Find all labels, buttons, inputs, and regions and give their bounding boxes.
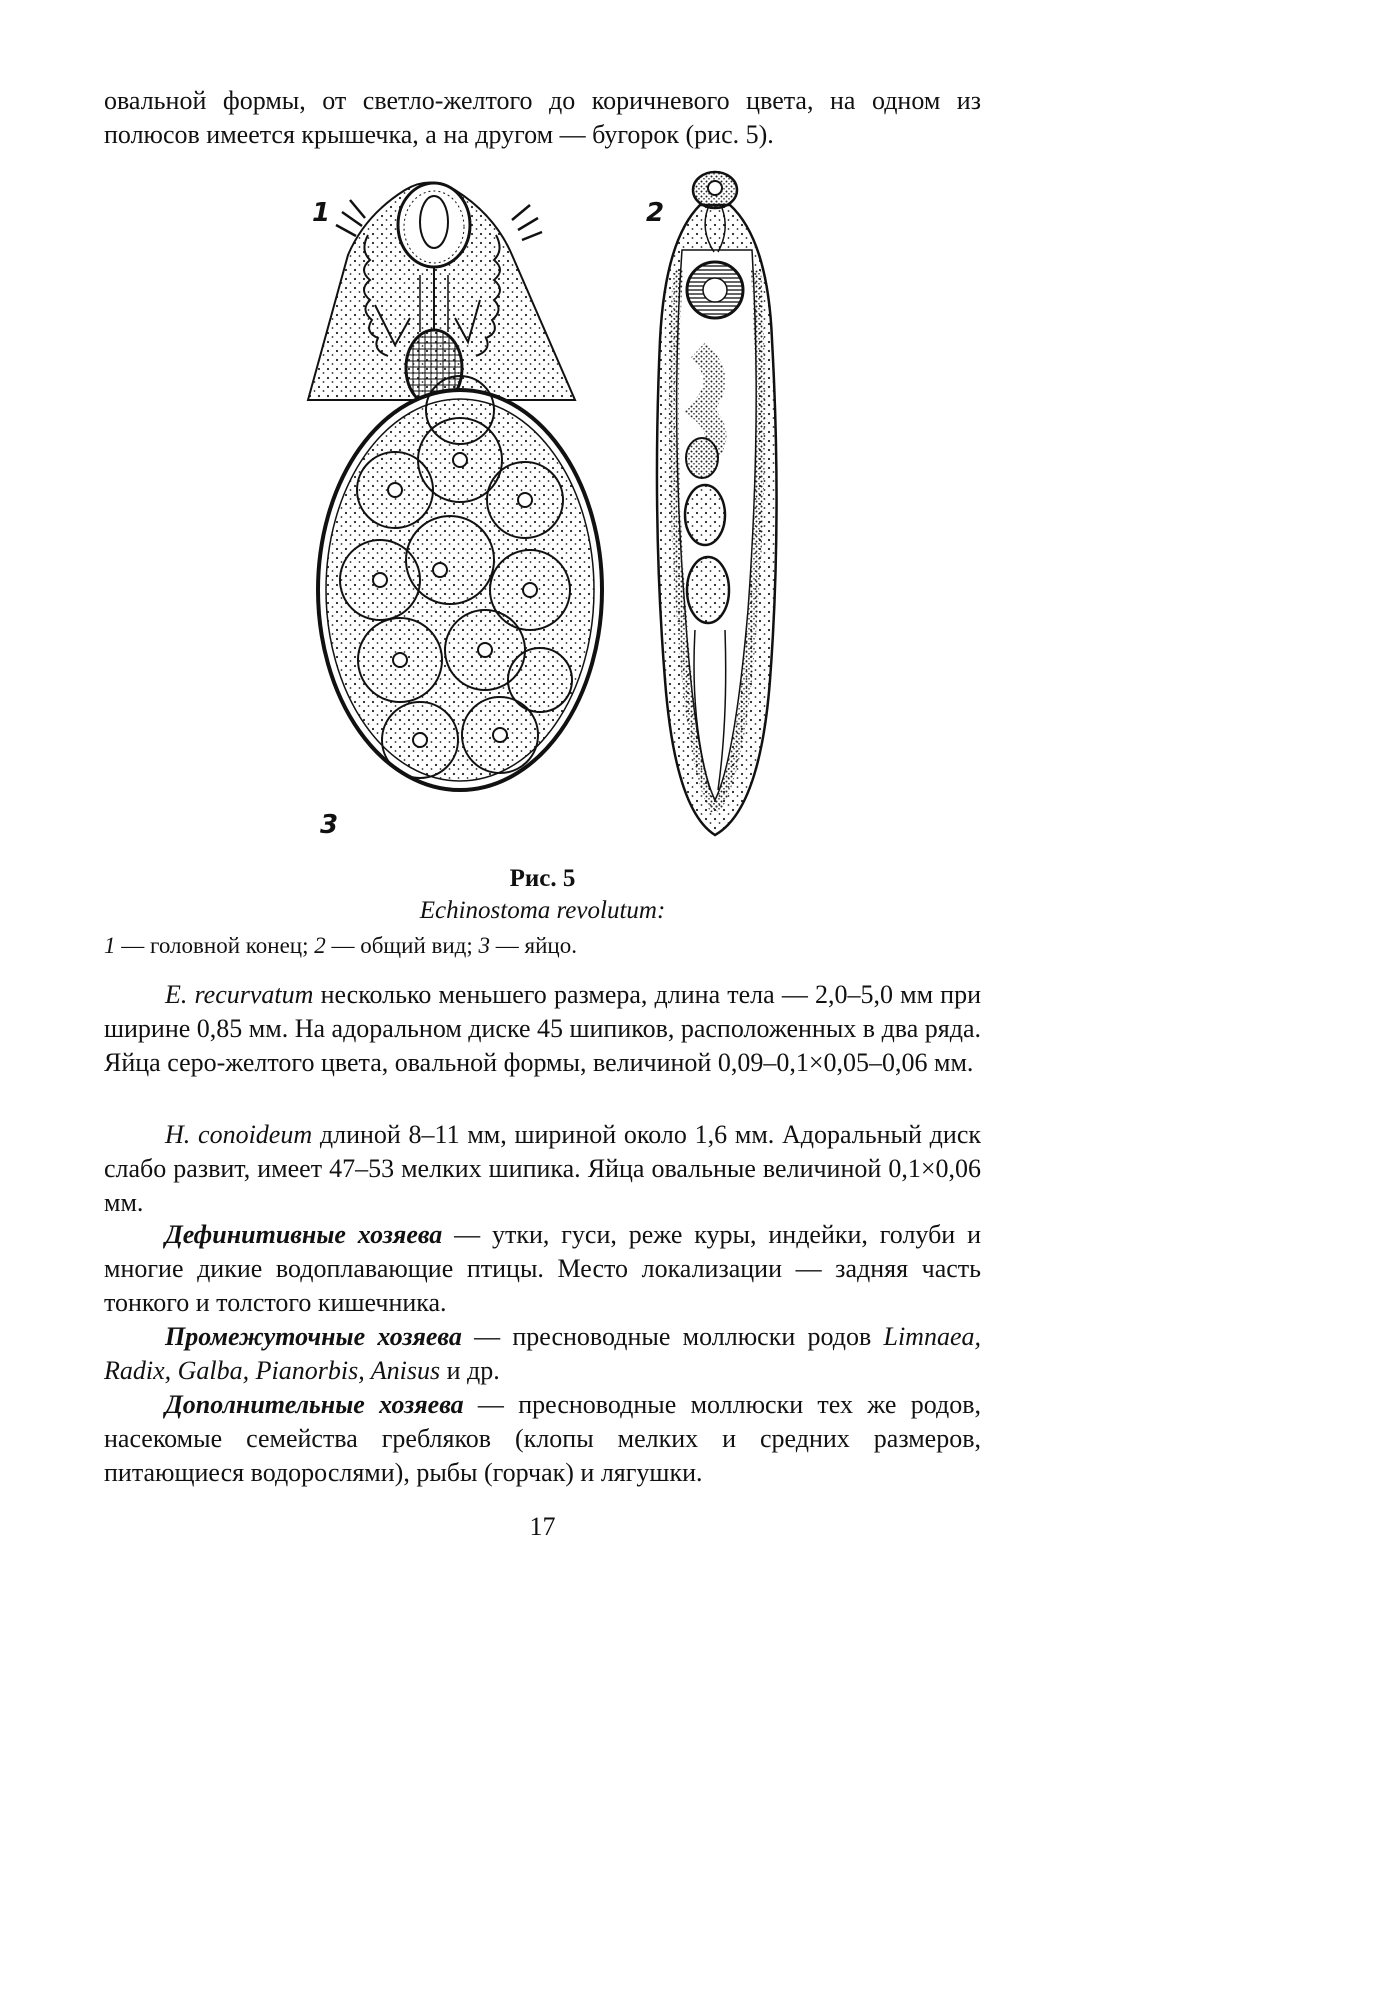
figure-5 [290,160,790,850]
panel-label-2: 2 [646,198,665,228]
paragraph-text: — пресноводные моллюски тех же родов, насекомые семейства гребляков (клопы мелких и средних размеров, питающиеся водорослями), рыбы (горчак) и лягушки. [104,1390,981,1487]
additional-hosts-label: Дополнительные хозяева [165,1390,464,1419]
species-name: E. recurvatum [165,980,314,1009]
figure-illustration [290,160,790,850]
genera-list: Limnaea, Radix, Galba, Pianorbis, Anisus [104,1322,981,1385]
legend-num-2: 2 [314,933,326,958]
intro-paragraph: овальной формы, от светло-желтого до коричневого цвета, на одном из полюсов имеется крышечка, а на другом — бугорок (рис. 5). [104,86,981,149]
paragraph-definitive-hosts [104,1218,981,1320]
page-number: 17 [529,1512,556,1541]
paragraph-e-recurvatum [104,978,981,1080]
figure-caption-title: Рис. 5 [509,865,576,892]
species-name: H. conoideum [165,1120,313,1149]
legend-text-2: — общий вид; [325,933,479,958]
paragraph-text: несколько меньшего размера, длина тела — 2,0–5,0 мм при ширине 0,85 мм. На адоральном диске 45 шипиков, расположенных в два ряда. Яйца серо-желтого цвета, овальной формы, величиной 0,09–0,1×0,05–0,06 мм. [104,980,981,1077]
paragraph-text: длиной 8–11 мм, шириной около 1,6 мм. Адоральный диск слабо развит, имеет 47–53 мелких шипика. Яйца овальные величиной 0,1×0,06 мм. [104,1120,981,1217]
paragraph-end: и др. [440,1356,500,1385]
paragraph-text: — пресноводные моллюски родов [461,1322,884,1351]
head-end-drawing [308,183,575,407]
paragraph-additional-hosts [104,1388,981,1490]
panel-label-1: 1 [312,198,331,228]
panel-label-3: 3 [320,810,339,840]
paragraph-text: — утки, гуси, реже куры, индейки, голуби и многие дикие водоплавающие птицы. Место локализации — задняя часть тонкого и толстого кишечника. [104,1220,981,1317]
intermediate-hosts-label: Промежуточные хозяева [165,1322,462,1351]
legend-num-1: 1 [104,933,116,958]
figure-legend [104,933,577,959]
egg-drawing [318,376,602,790]
legend-text-1: — головной конец; [115,933,315,958]
paragraph-h-conoideum [104,1118,981,1220]
legend-num-3: 3 [478,933,491,958]
legend-text-3: — яйцо. [490,933,577,958]
paragraph-intermediate-hosts [104,1320,981,1388]
figure-caption-species: Echinostoma revolutum: [419,897,666,924]
definitive-hosts-label: Дефинитивные хозяева [165,1220,443,1249]
general-view-drawing [657,172,777,835]
